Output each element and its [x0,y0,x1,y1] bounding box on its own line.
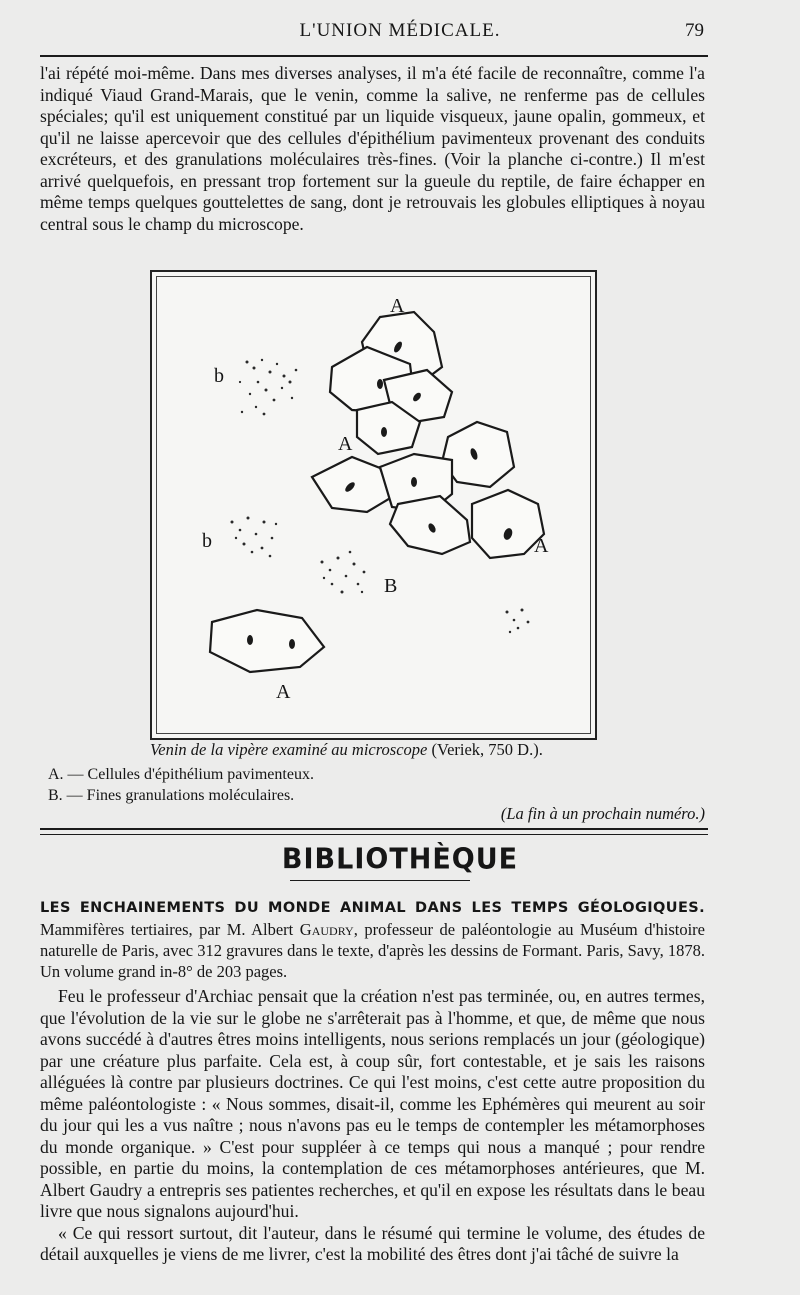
cell-nucleus [377,379,383,389]
cell-nucleus [427,522,437,534]
caption-italic: Venin de la vipère examiné au microscope [150,740,428,759]
cell-nucleus [502,527,514,541]
label-A-right: A [534,535,549,557]
epithelial-cell [380,454,452,512]
label-b-top: b [214,365,224,387]
epithelial-cell [362,312,442,382]
epithelial-cell [357,402,420,454]
page-number: 79 [685,20,704,41]
review-body [40,986,705,1266]
epithelial-cell [442,422,514,487]
cell-nucleus [411,477,417,487]
book-subtitle: Mammifères tertiaires, par M. Albert [40,920,294,939]
review-paragraph: Feu le professeur d'Archiac pensait que la création n'est pas terminée, ou, en autres termes, que l'évolution de la vie sur le globe ne s'arrêterait pas à l'homme, et que, de même que nous avons succédé à d'autres êtres moins intelligents, nous serions remplacés un jour (géologique) par une créature plus parfaite. Cela est, à coup sûr, fort contestable, et je sais les raisons alléguées là contre par plusieurs doctrines. Ce qui l'est moins, c'est cette autre proposition du même paléontologiste : « Nous sommes, disait-il, comme les Ephémères qui meurent au soir du jour qui les a vus naître ; nous n'avons pas eu le temps de contempler les métamorphoses du monde organique. » C'est pour suppléer à ce temps qui nous a manqué ; pour rendre possible, en partie du moins, la contemplation de ces métamorphoses antérieures, que M. Albert Gaudry a entrepris ses patientes recherches, et qu'il en expose les résultats dans le beau livre que nous signalons aujourd'hui. [40,986,705,1221]
microscope-drawing [152,272,595,738]
book-title: LES ENCHAINEMENTS DU MONDE ANIMAL DANS LES TEMPS GÉOLOGIQUES. [40,900,705,916]
section-title: BIBLIOTHÈQUE [281,843,519,876]
cell-nucleus [381,427,387,437]
figure-legend [48,764,314,806]
label-A-bottom: A [276,681,291,703]
section-rule-top [40,828,708,830]
top-paragraph-text: l'ai répété moi-même. Dans mes diverses analyses, il m'a été facile de reconnaître, comme l'a indiqué Viaud Grand-Marais, que le venin, comme la salive, ne renferme pas de cellules spéciales; qu'il est uniquement constitué par un liquide visqueux, jaune opalin, gommeux, et qu'il ne laisse apercevoir que des cellules d'épithélium pavimenteux provenant des conduits excréteurs, et des granulations moléculaires très-fines. (Voir la planche ci-contre.) Il m'est arrivé quelquefois, en pressant trop fortement sur la gueule du reptile, de faire échapper en même temps quelques gouttelettes de sang, dont je retrouvais les globules elliptiques à noyau central sous le champ du microscope. [40,63,705,234]
book-author: Gaudry [299,920,354,939]
cell-nucleus [411,391,422,403]
cell-nucleus [289,639,295,649]
cell-nucleus [247,635,253,645]
label-A-middle: A [338,433,353,455]
legend-item-b: B. — Fines granulations moléculaires. [48,787,295,804]
book-details: , professeur de paléontologie au Muséum d'histoire naturelle de Paris, avec 312 gravures dans le texte, d'après les dessins de Formant. Paris, Savy, 1878. Un volume grand in-8° de 203 pages. [40,920,705,981]
book-entry [40,896,705,982]
continuation-note: (La fin à un prochain numéro.) [500,804,705,823]
label-B-center: B [384,575,398,597]
section-rule-second [40,834,708,835]
epithelial-cell [210,610,324,672]
label-A-top: A [390,295,405,317]
section-title-underline [290,880,470,881]
epithelial-cell [330,347,414,412]
microscope-figure [150,270,597,740]
legend-item-a: A. — Cellules d'épithélium pavimenteux. [48,766,314,783]
top-paragraph [40,63,705,235]
review-paragraph: « Ce qui ressort surtout, dit l'auteur, dans le résumé qui termine le volume, des études de détail auxquelles je viens de me livrer, c'est la mobilité des êtres dont j'ai tâché de suivre la [40,1222,705,1264]
running-title: L'UNION MÉDICALE. [299,20,501,41]
caption-plain: (Veriek, 750 D.). [431,740,543,759]
epithelial-cell [390,496,470,554]
figure-caption [150,740,710,760]
epithelial-cell [312,457,392,512]
cell-nucleus [469,447,479,460]
epithelial-cell [472,490,544,558]
cell-nucleus [344,481,357,494]
header-rule [40,55,708,57]
label-b-left: b [202,530,212,552]
cell-nucleus [392,340,403,353]
epithelial-cell [384,370,452,422]
